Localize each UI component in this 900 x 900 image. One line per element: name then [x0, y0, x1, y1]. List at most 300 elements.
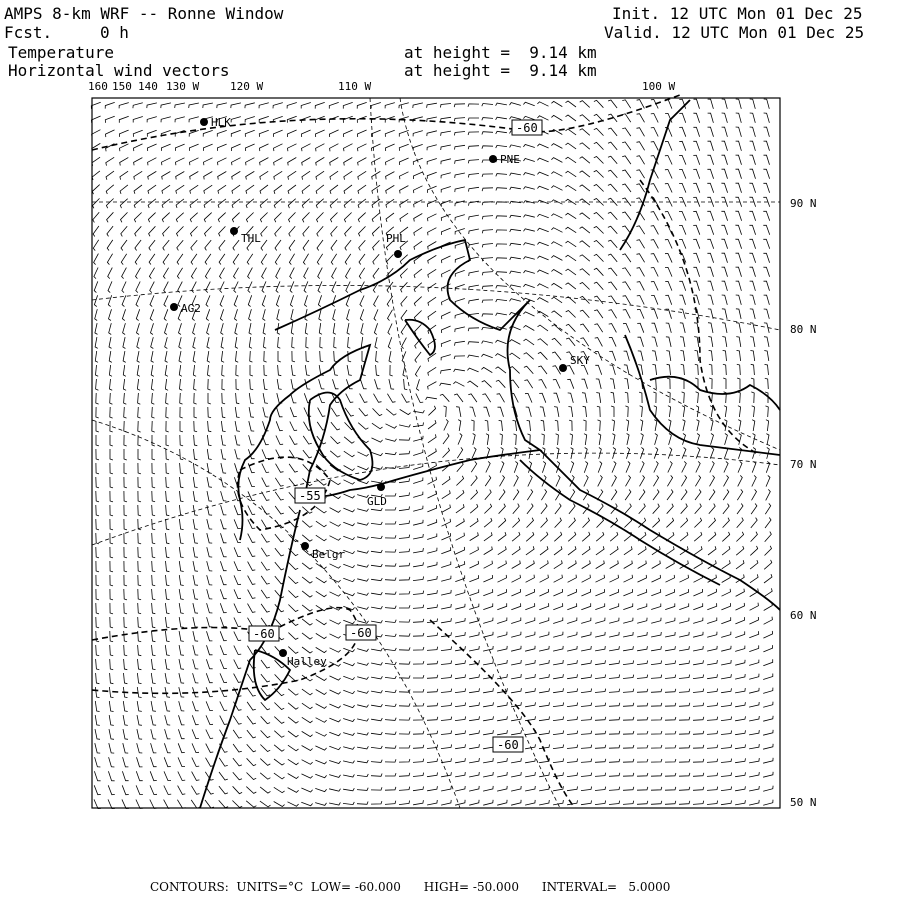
wind-barb: [626, 447, 629, 458]
wind-barb: [736, 155, 742, 165]
wind-barb: [413, 786, 424, 790]
wind-barb: [138, 421, 141, 432]
wind-barb: [274, 773, 285, 779]
wind-barb: [537, 172, 548, 176]
wind-barb: [711, 420, 714, 431]
wind-barb: [581, 773, 592, 777]
wind-barb: [638, 337, 644, 347]
wind-barb: [693, 787, 704, 791]
wind-barb: [539, 688, 549, 693]
wind-barb: [497, 800, 507, 805]
wind-barb: [165, 659, 170, 669]
wind-barb: [750, 169, 756, 179]
wind-barb: [399, 661, 410, 664]
wind-barb: [152, 547, 156, 558]
wind-barb: [260, 759, 270, 766]
wind-barb: [654, 447, 658, 458]
wind-barb: [289, 254, 294, 265]
wind-barb: [581, 589, 590, 596]
wind-barb: [372, 185, 380, 194]
wind-barb: [679, 660, 690, 664]
wind-barb: [387, 254, 394, 264]
wind-barb: [207, 561, 213, 571]
wind-barb: [624, 561, 633, 569]
wind-barb: [623, 660, 634, 664]
wind-barb: [248, 295, 251, 306]
wind-barb: [303, 212, 310, 222]
wind-barb: [344, 144, 353, 152]
wind-barb: [371, 774, 382, 777]
wind-barb: [735, 631, 744, 637]
wind-barb: [124, 533, 127, 544]
wind-barb: [221, 505, 227, 515]
wind-barb: [343, 733, 354, 736]
wind-barb: [566, 338, 575, 346]
graticule: [92, 98, 780, 808]
wind-barb: [469, 646, 479, 651]
wind-barb: [330, 564, 341, 568]
wind-barb: [681, 364, 685, 375]
wind-barb: [469, 632, 479, 637]
wind-barb: [220, 659, 227, 668]
wind-barb: [693, 773, 704, 777]
wind-barb: [622, 142, 631, 150]
wind-barb: [722, 532, 729, 542]
wind-barb: [710, 447, 714, 458]
wind-barb: [121, 226, 127, 236]
wind-barb: [511, 646, 521, 651]
wind-barb: [372, 158, 381, 166]
wind-barb: [594, 213, 604, 220]
wind-barb: [736, 532, 743, 542]
wind-barb: [235, 407, 239, 418]
wind-barb: [723, 378, 726, 389]
wind-barb: [304, 281, 308, 292]
wind-barb: [262, 449, 269, 458]
wind-barb: [679, 127, 686, 136]
wind-barb: [138, 491, 141, 502]
wind-barb: [151, 337, 154, 348]
wind-barb: [707, 731, 718, 735]
wind-barb: [357, 593, 368, 596]
wind-barb: [347, 365, 352, 375]
wind-barb: [736, 323, 741, 333]
wind-barb: [651, 759, 662, 762]
wind-barb: [191, 786, 199, 795]
wind-barb: [260, 171, 268, 179]
wind-barb: [108, 799, 115, 808]
wind-barb: [442, 505, 451, 513]
wind-barb: [484, 532, 492, 541]
wind-barb: [750, 113, 756, 123]
wind-barb: [303, 436, 312, 444]
wind-barb: [315, 788, 326, 791]
wind-barb: [469, 229, 479, 234]
wind-barb: [193, 533, 198, 543]
wind-barb: [581, 689, 592, 693]
wind-barb: [735, 239, 741, 249]
wind-barb: [749, 253, 755, 263]
wind-barb: [469, 702, 479, 706]
wind-barb: [275, 478, 283, 486]
wind-barb: [455, 341, 465, 345]
wind-barb: [371, 103, 381, 109]
wind-barb: [108, 295, 111, 306]
wind-barb: [594, 254, 604, 261]
wind-barb: [124, 491, 127, 502]
wind-barb: [738, 406, 741, 417]
wind-barb: [358, 213, 365, 223]
wind-barb: [401, 296, 407, 306]
wind-barb: [330, 158, 339, 166]
height-temperature: at height = 9.14 km: [404, 43, 597, 62]
wind-barb: [595, 745, 606, 749]
wind-barb: [455, 703, 466, 707]
wind-barb: [763, 800, 773, 806]
wind-barb: [455, 674, 466, 678]
wind-barb: [595, 603, 604, 609]
wind-barb: [707, 183, 713, 192]
wind-barb: [693, 239, 700, 248]
wind-barb: [220, 645, 227, 654]
wind-barb: [442, 476, 450, 485]
wind-barb: [651, 745, 662, 748]
wind-barb: [566, 171, 577, 177]
field-temperature: Temperature: [8, 43, 114, 62]
wind-barb: [721, 717, 732, 721]
wind-barb: [551, 214, 562, 218]
wind-barb: [679, 787, 690, 790]
wind-barb: [192, 701, 198, 711]
wind-barb: [204, 185, 212, 194]
wind-barb: [107, 254, 112, 265]
wind-barb: [96, 645, 100, 656]
wind-barb: [206, 659, 212, 669]
wind-barb: [567, 745, 578, 749]
wind-barb: [454, 118, 465, 122]
wind-barb: [95, 351, 98, 362]
wind-barb: [485, 490, 491, 500]
wind-barb: [400, 172, 409, 179]
wind-barb: [207, 351, 210, 362]
wind-barb: [763, 631, 772, 638]
wind-barb: [483, 702, 493, 707]
wind-barb: [723, 518, 730, 528]
wind-barb: [330, 536, 341, 541]
wind-barb: [399, 591, 410, 594]
wind-barb: [302, 760, 313, 765]
wind-barb: [385, 606, 396, 609]
wind-barb: [669, 434, 672, 445]
wind-barb: [553, 380, 560, 389]
wind-barb: [108, 785, 115, 794]
wind-barb: [763, 267, 769, 277]
wind-barb: [641, 434, 644, 445]
peninsula-east-coast: [520, 460, 720, 585]
wind-barb: [207, 575, 213, 585]
wind-barb: [511, 660, 521, 665]
wind-barb: [275, 674, 285, 681]
wind-barb: [455, 159, 465, 164]
wind-barb: [206, 730, 213, 739]
wind-barb: [402, 338, 407, 349]
wind-barb: [192, 729, 199, 738]
wind-barb: [749, 225, 755, 234]
wind-barb: [303, 450, 312, 458]
wind-barb: [623, 773, 634, 776]
wind-barb: [110, 575, 113, 586]
wind-barb: [234, 561, 241, 570]
wind-barb: [124, 561, 127, 572]
wind-barb: [179, 505, 183, 516]
wind-barb: [124, 631, 127, 642]
wind-barb: [277, 309, 280, 320]
wind-barb: [694, 532, 702, 541]
wind-barb: [287, 130, 296, 137]
wind-barb: [581, 759, 592, 763]
wind-barb: [413, 745, 424, 749]
wind-barb: [584, 461, 587, 472]
wind-barb: [596, 393, 600, 403]
wind-barb: [109, 365, 112, 376]
wind-barb: [694, 281, 700, 291]
wind-barb: [190, 158, 199, 165]
wind-barb: [138, 575, 141, 586]
wind-barb: [707, 801, 718, 805]
wind-barb: [413, 731, 424, 734]
wind-barb: [482, 286, 493, 289]
wind-barb: [177, 240, 183, 250]
wind-barb: [581, 717, 592, 721]
wind-barb: [177, 226, 184, 236]
wind-barb: [371, 522, 382, 525]
wind-barb: [190, 213, 197, 222]
wind-barb: [511, 603, 520, 609]
wind-barb: [136, 295, 140, 306]
wind-barb: [624, 518, 631, 528]
wind-barb: [399, 801, 410, 805]
wind-barb: [110, 603, 113, 614]
wind-barb: [249, 309, 252, 320]
wind-barb: [232, 801, 242, 808]
wind-barb: [723, 364, 726, 375]
wind-barb: [735, 744, 746, 748]
wind-barb: [482, 188, 493, 191]
wind-barb: [483, 730, 493, 735]
wind-barb: [357, 774, 368, 777]
wind-barb: [91, 102, 100, 109]
wind-barb: [749, 786, 759, 791]
wind-barb: [344, 213, 351, 223]
wind-barb: [245, 144, 254, 151]
wind-barb: [302, 591, 312, 597]
wind-barb: [583, 420, 586, 431]
wind-barb: [594, 296, 603, 304]
wind-barb: [316, 619, 327, 624]
wind-barb: [329, 761, 340, 764]
wind-barb: [651, 703, 662, 706]
wind-barb: [360, 296, 364, 307]
wind-barb: [302, 158, 311, 166]
wind-barb: [567, 731, 578, 735]
wind-barb: [612, 475, 617, 486]
wind-barb: [441, 703, 452, 707]
wind-barb: [96, 379, 99, 390]
wind-barb: [523, 145, 534, 148]
wind-barb: [764, 113, 770, 123]
wind-barb: [595, 703, 606, 707]
wind-barb: [539, 702, 549, 706]
wind-barb: [707, 225, 713, 234]
wind-barb: [608, 170, 617, 178]
wind-barb: [565, 227, 576, 232]
wind-barb: [93, 198, 100, 208]
wind-barb: [483, 589, 492, 596]
wind-barb: [468, 174, 479, 178]
wind-barb: [736, 169, 742, 179]
wind-barb: [193, 491, 198, 501]
wind-barb: [191, 240, 197, 250]
wind-barb: [193, 561, 198, 571]
wind-barb: [232, 185, 240, 194]
lon-label-120: 120 W: [230, 80, 264, 93]
wind-barb: [371, 760, 382, 763]
wind-barb: [343, 536, 354, 539]
wind-barb: [385, 759, 396, 762]
wind-barb: [193, 337, 196, 348]
wind-barb: [317, 226, 323, 236]
wind-barb: [343, 564, 354, 567]
wind-barb: [246, 787, 256, 794]
wind-barb: [400, 269, 407, 279]
wind-barb: [566, 143, 577, 149]
wind-barb: [609, 646, 619, 651]
wind-barb: [485, 420, 489, 431]
wind-barb: [750, 295, 756, 305]
wind-barb: [582, 532, 590, 541]
wind-barb: [334, 337, 337, 348]
wind-barb: [510, 271, 521, 274]
wind-barb: [108, 268, 113, 279]
wind-barb: [399, 158, 408, 165]
wind-barb: [721, 745, 732, 749]
wind-barb: [580, 213, 590, 219]
wind-barb: [468, 104, 479, 107]
wind-barb: [609, 632, 619, 637]
wind-barb: [764, 574, 772, 583]
wind-barb: [274, 731, 284, 738]
meridian-100w: [400, 98, 780, 450]
wind-barb: [524, 257, 535, 260]
wind-barb: [455, 800, 465, 805]
wind-barb: [180, 393, 183, 404]
wind-barb: [651, 731, 662, 734]
wind-barb: [721, 660, 731, 665]
wind-barb: [722, 309, 727, 319]
wind-barb: [497, 618, 507, 624]
wind-barb: [110, 379, 113, 390]
lat-label-50n: 50 N: [790, 796, 817, 809]
wind-barb: [595, 632, 605, 637]
wind-barb: [274, 703, 284, 710]
wind-barb: [305, 323, 308, 334]
wind-barb: [652, 323, 658, 333]
wind-barb: [472, 447, 476, 458]
wind-barb: [316, 690, 327, 695]
wind-barb: [567, 703, 578, 707]
wind-barb: [261, 226, 268, 236]
wind-barb: [651, 773, 662, 776]
wind-barb: [233, 240, 239, 250]
wind-barb: [96, 505, 99, 516]
wind-barb: [525, 632, 535, 638]
wind-barb: [749, 239, 755, 248]
wind-barb: [553, 688, 563, 692]
bellingshausen-islands: [650, 377, 780, 410]
wind-barb: [318, 295, 321, 306]
wind-barb: [371, 746, 382, 749]
wind-barb: [316, 507, 327, 513]
wind-barb: [329, 130, 338, 137]
wind-barb: [695, 364, 699, 375]
wind-barb: [165, 603, 169, 614]
wind-barb: [374, 309, 378, 320]
wind-barb: [166, 407, 169, 418]
wind-barb: [582, 575, 591, 583]
wind-barb: [219, 240, 225, 250]
wind-barb: [304, 408, 311, 417]
wind-barb: [260, 801, 271, 807]
wind-barb: [455, 187, 465, 192]
wind-barb: [262, 295, 265, 306]
wind-barb: [441, 590, 451, 595]
wind-barb: [358, 423, 368, 430]
wind-barb: [538, 325, 549, 331]
wind-barb: [413, 131, 423, 137]
wind-barb: [191, 268, 196, 279]
wind-barb: [231, 144, 240, 151]
wind-barb: [166, 435, 169, 446]
wind-barb: [332, 268, 337, 279]
wind-barb: [96, 407, 99, 418]
wind-barb: [637, 773, 648, 776]
wind-barb: [175, 103, 185, 108]
wind-barb: [551, 270, 562, 275]
wind-barb: [357, 523, 368, 526]
wind-barb: [92, 171, 100, 180]
wind-barb: [399, 563, 410, 567]
wind-barb: [708, 546, 716, 555]
wind-barb: [763, 225, 769, 234]
wind-barb: [330, 634, 341, 638]
wind-barb: [484, 561, 493, 569]
wind-barb: [400, 199, 409, 207]
wind-barb: [399, 703, 410, 706]
lon-label-160: 160: [88, 80, 108, 93]
wind-barb: [96, 603, 99, 614]
station-label-belgr: Belgr: [312, 548, 346, 561]
wind-barb: [316, 144, 325, 152]
wind-barb: [765, 518, 771, 529]
wind-barb: [611, 392, 615, 403]
wind-barb: [413, 576, 424, 580]
wind-barb: [470, 407, 476, 417]
wind-barb: [371, 648, 382, 651]
wind-barb: [428, 406, 435, 416]
wind-barb: [162, 199, 170, 208]
wind-barb: [668, 461, 672, 472]
wind-barb: [373, 254, 379, 264]
